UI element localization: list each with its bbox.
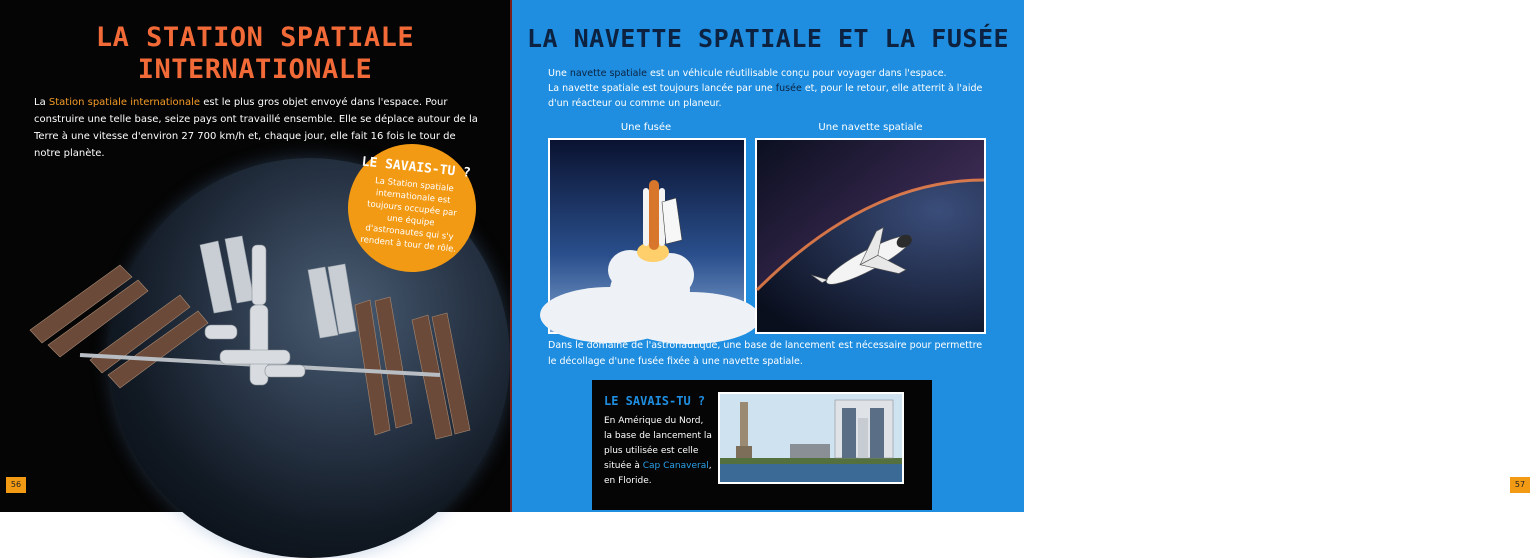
- external-tank: [649, 180, 659, 250]
- did-you-know-box: [592, 380, 932, 510]
- cape-text-end: , en Floride.: [604, 461, 712, 486]
- did-you-know-box-text: [604, 414, 714, 489]
- rocket-launch-photo: [548, 138, 746, 334]
- station-module: [252, 245, 266, 305]
- shuttle-highlight-term: navette spatiale: [569, 68, 647, 79]
- hangar: [790, 444, 830, 458]
- shuttle-orbit-scene: [757, 140, 984, 332]
- radiator-panel: [225, 236, 254, 303]
- station-module: [265, 365, 305, 377]
- launch-base-paragraph: Dans le domaine de l'astronautique, une base de lancement est nécessaire pour permettre le décollage d'une fusée fixée à une navette spatiale.: [548, 340, 983, 367]
- launch-base-scene: [720, 394, 902, 482]
- did-you-know-box-title: LE SAVAIS-TU ?: [604, 394, 706, 408]
- did-you-know-title: LE SAVAIS-TU ?: [360, 154, 472, 181]
- station-module: [220, 350, 290, 364]
- page-number-right: 57: [1510, 477, 1530, 493]
- cape-canaveral-photo: [718, 392, 904, 484]
- cape-text-start: En Amérique du Nord, la base de lancement la plus utilisée est celle située à: [604, 416, 712, 471]
- shuttle-intro-paragraph: [548, 66, 988, 111]
- rocket-launch-scene: [550, 140, 744, 332]
- iss-intro-rest: est le plus gros objet envoyé dans l'espace. Pour construire une telle base, seize pays ont travaillé ensemble. Elle se déplace autour de la Terre à une vitesse d'environ 27 700 km/h et, chaque jour, elle fait 16 fois le tour de notre planète.: [34, 97, 478, 159]
- left-page-title: [0, 22, 510, 86]
- station-module: [205, 325, 237, 339]
- shuttle-intro-2-rest: et, pour le retour, elle atterrit à l'aide d'un réacteur ou comme un planeur.: [548, 83, 983, 109]
- shuttle-intro-1-rest: est un véhicule réutilisable conçu pour voyager dans l'espace.: [646, 68, 947, 79]
- shuttle-caption: Une navette spatiale: [818, 122, 923, 133]
- shuttle-intro-1-start: Une: [548, 68, 570, 79]
- shuttle-intro-2-start: La navette spatiale est toujours lancée par une: [548, 83, 776, 94]
- page-number-left: 56: [6, 477, 26, 493]
- rocket-caption: Une fusée: [620, 122, 672, 133]
- space-shuttle-photo: [755, 138, 986, 334]
- left-title-line-1: LA STATION SPATIALE: [95, 22, 415, 53]
- left-title-line-2: INTERNATIONALE: [137, 54, 373, 85]
- right-page-title: LA NAVETTE SPATIALE ET LA FUSÉE: [526, 24, 1010, 53]
- rocket-highlight-term: fusée: [775, 83, 802, 94]
- right-page: [512, 0, 1526, 512]
- booster: [643, 188, 649, 246]
- left-page: [0, 0, 510, 512]
- did-you-know-text: La Station spatiale internationale est toujours occupée par une équipe d'astronautes qui s'y rendent à tour de rôle.: [359, 176, 458, 255]
- iss-intro-start: La: [34, 97, 49, 108]
- iss-highlight-term: Station spatiale internationale: [48, 97, 201, 108]
- cape-canaveral-term: Cap Canaveral: [642, 461, 709, 471]
